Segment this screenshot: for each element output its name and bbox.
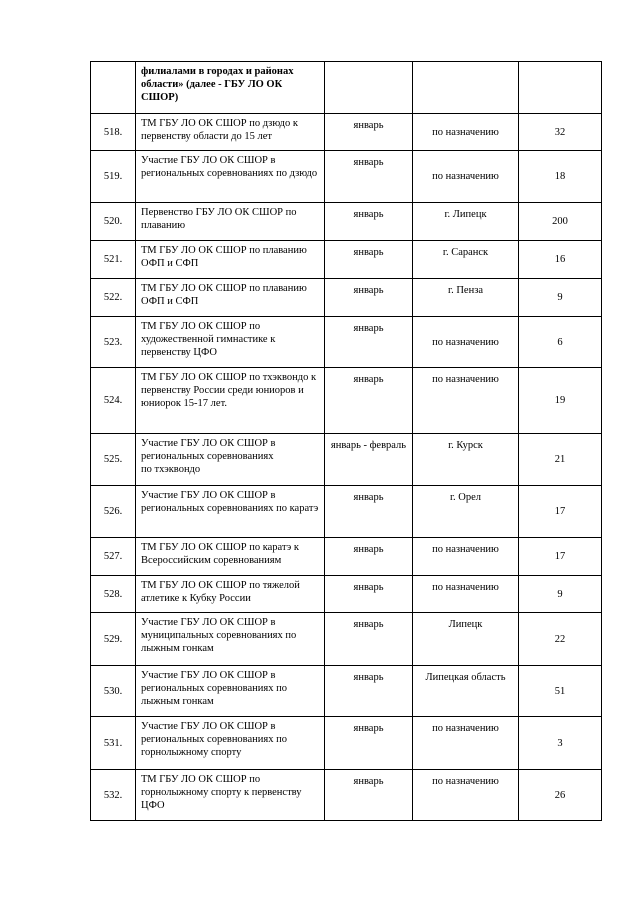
cell-event-name: [136, 62, 325, 114]
cell-number: 531.: [91, 717, 136, 770]
cell-count: 17: [519, 486, 602, 538]
event-name-text: Участие ГБУ ЛО ОК СШОР в региональных соревнованиях по тхэквондо: [141, 438, 276, 475]
cell-event-name: [136, 770, 325, 821]
cell-month: январь: [325, 203, 413, 241]
cell-place: г. Саранск: [413, 241, 519, 279]
cell-number: 529.: [91, 613, 136, 666]
cell-place: по назначению: [413, 151, 519, 203]
table-row: [91, 114, 602, 151]
cell-event-name: [136, 613, 325, 666]
cell-event-name: [136, 203, 325, 241]
cell-event-name: [136, 368, 325, 434]
cell-event-name: [136, 538, 325, 576]
cell-number: 528.: [91, 576, 136, 613]
table-row: [91, 717, 602, 770]
cell-number: 521.: [91, 241, 136, 279]
event-name-text: Участие ГБУ ЛО ОК СШОР в региональных соревнованиях по горнолыжному спорту: [141, 721, 287, 758]
cell-event-name: [136, 151, 325, 203]
cell-number: 526.: [91, 486, 136, 538]
cell-place: [413, 62, 519, 114]
cell-month: январь: [325, 114, 413, 151]
table-row: [91, 151, 602, 203]
cell-number: 522.: [91, 279, 136, 317]
cell-event-name: [136, 576, 325, 613]
table-row: [91, 576, 602, 613]
cell-number: 518.: [91, 114, 136, 151]
cell-place: г. Липецк: [413, 203, 519, 241]
cell-place: по назначению: [413, 576, 519, 613]
cell-count: 9: [519, 576, 602, 613]
event-name-text: Участие ГБУ ЛО ОК СШОР в муниципальных соревнованиях по лыжным гонкам: [141, 617, 297, 654]
cell-number: 527.: [91, 538, 136, 576]
cell-number: 523.: [91, 317, 136, 368]
table-row-continued: [91, 62, 602, 114]
cell-place: по назначению: [413, 114, 519, 151]
table-row: [91, 241, 602, 279]
table-row: [91, 666, 602, 717]
cell-month: январь: [325, 666, 413, 717]
cell-month: январь: [325, 317, 413, 368]
event-name-text: ТМ ГБУ ЛО ОК СШОР по каратэ к Всероссийским соревнованиям: [141, 542, 300, 566]
cell-number: 530.: [91, 666, 136, 717]
cell-count: 9: [519, 279, 602, 317]
table-row: [91, 486, 602, 538]
cell-count: 18: [519, 151, 602, 203]
event-name-text: Участие ГБУ ЛО ОК СШОР в региональных соревнованиях по каратэ: [141, 490, 319, 514]
table-row: [91, 613, 602, 666]
cell-number: 532.: [91, 770, 136, 821]
event-name-text: ТМ ГБУ ЛО ОК СШОР по горнолыжному спорту к первенству ЦФО: [141, 774, 302, 811]
cell-count: 200: [519, 203, 602, 241]
table-row: [91, 203, 602, 241]
cell-month: январь: [325, 368, 413, 434]
cell-month: январь - февраль: [325, 434, 413, 486]
cell-month: январь: [325, 538, 413, 576]
cell-place: по назначению: [413, 770, 519, 821]
cell-place: по назначению: [413, 717, 519, 770]
cell-number: 524.: [91, 368, 136, 434]
cell-place: Липецкая область: [413, 666, 519, 717]
cell-place: г. Курск: [413, 434, 519, 486]
cell-place: Липецк: [413, 613, 519, 666]
cell-month: январь: [325, 613, 413, 666]
event-name-text: ТМ ГБУ ЛО ОК СШОР по тяжелой атлетике к Кубку России: [141, 580, 300, 604]
cell-number: 525.: [91, 434, 136, 486]
cell-count: 16: [519, 241, 602, 279]
events-table: [90, 61, 602, 821]
cell-month: январь: [325, 486, 413, 538]
cell-event-name: [136, 717, 325, 770]
cell-count: 26: [519, 770, 602, 821]
cell-place: по назначению: [413, 317, 519, 368]
event-name-text: Первенство ГБУ ЛО ОК СШОР по плаванию: [141, 207, 297, 231]
event-name-text: Участие ГБУ ЛО ОК СШОР в региональных соревнованиях по дзюдо: [141, 155, 318, 179]
cell-place: по назначению: [413, 368, 519, 434]
cell-event-name: [136, 241, 325, 279]
cell-event-name: [136, 279, 325, 317]
cell-event-name: [136, 434, 325, 486]
table-row: [91, 770, 602, 821]
cell-number: [91, 62, 136, 114]
cell-month: январь: [325, 576, 413, 613]
cell-month: январь: [325, 241, 413, 279]
cell-count: 6: [519, 317, 602, 368]
cell-place: г. Орел: [413, 486, 519, 538]
cell-event-name: [136, 666, 325, 717]
event-name-text: ТМ ГБУ ЛО ОК СШОР по художественной гимнастике к первенству ЦФО: [141, 321, 276, 358]
cell-place: по назначению: [413, 538, 519, 576]
table-row: [91, 538, 602, 576]
table-row: [91, 279, 602, 317]
table-row: [91, 317, 602, 368]
cell-count: [519, 62, 602, 114]
event-name-text: филиалами в городах и районах области» (далее - ГБУ ЛО ОК СШОР): [141, 66, 294, 103]
cell-place: г. Пенза: [413, 279, 519, 317]
cell-month: январь: [325, 770, 413, 821]
cell-count: 17: [519, 538, 602, 576]
cell-month: январь: [325, 717, 413, 770]
event-name-text: ТМ ГБУ ЛО ОК СШОР по дзюдо к первенству области до 15 лет: [141, 118, 298, 142]
table-row: [91, 368, 602, 434]
cell-number: 520.: [91, 203, 136, 241]
cell-number: 519.: [91, 151, 136, 203]
cell-count: 21: [519, 434, 602, 486]
cell-count: 51: [519, 666, 602, 717]
event-name-text: ТМ ГБУ ЛО ОК СШОР по плаванию ОФП и СФП: [141, 245, 307, 269]
cell-event-name: [136, 317, 325, 368]
cell-month: [325, 62, 413, 114]
event-name-text: Участие ГБУ ЛО ОК СШОР в региональных соревнованиях по лыжным гонкам: [141, 670, 287, 707]
cell-event-name: [136, 114, 325, 151]
cell-month: январь: [325, 279, 413, 317]
cell-event-name: [136, 486, 325, 538]
table-row: [91, 434, 602, 486]
cell-count: 22: [519, 613, 602, 666]
cell-count: 32: [519, 114, 602, 151]
cell-count: 19: [519, 368, 602, 434]
event-name-text: ТМ ГБУ ЛО ОК СШОР по плаванию ОФП и СФП: [141, 283, 307, 307]
event-name-text: ТМ ГБУ ЛО ОК СШОР по тхэквондо к первенству России среди юниоров и юниорок 15-17 лет.: [141, 372, 317, 409]
cell-month: январь: [325, 151, 413, 203]
cell-count: 3: [519, 717, 602, 770]
